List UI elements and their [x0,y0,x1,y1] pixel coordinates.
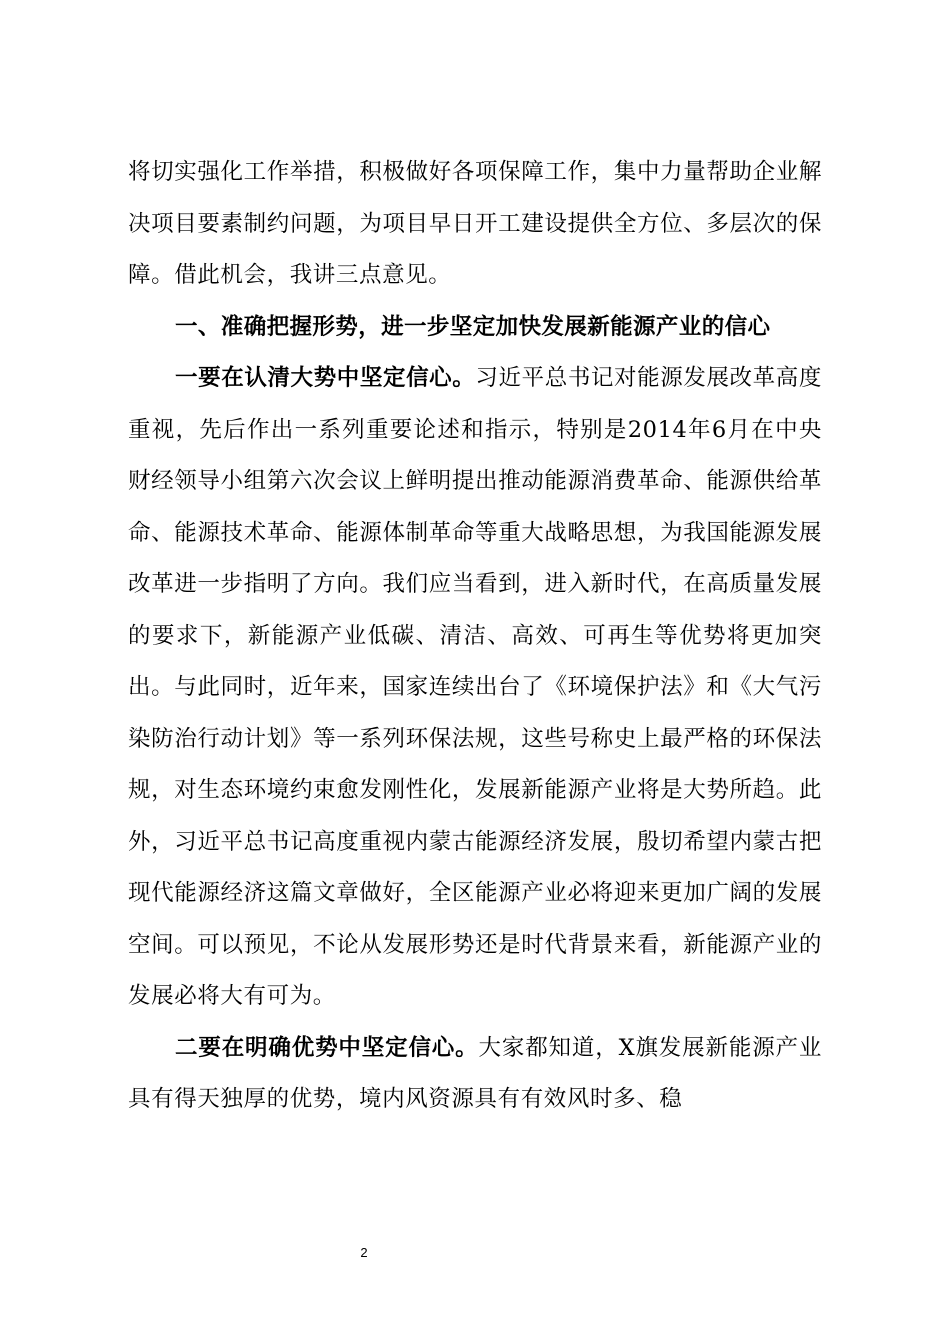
page-number: 2 [360,1245,368,1260]
paragraph-text: 将切实强化工作举措，积极做好各项保障工作，集中力量帮助企业解决项目要素制约问题，为项目早日开工建设提供全方位、多层次的保障。借此机会，我讲三点意见。 [128,159,822,288]
paragraph-text: 习近平总书记对能源发展改革高度重视，先后作出一系列重要论述和指示，特别是2014年6月在中央财经领导小组第六次会议上鲜明提出推动能源消费革命、能源供给革命、能源技术革命、能源体制革命等重大战略思想，为我国能源发展改革进一步指明了方向。我们应当看到，进入新时代，在高质量发展的要求下，新能源产业低碳、清洁、高效、可再生等优势将更加突出。与此同时，近年来，国家连续出台了《环境保护法》和《大气污染防治行动计划》等一系列环保法规，这些号称史上最严格的环保法规，对生态环境约束愈发刚性化，发展新能源产业将是大势所趋。此外，习近平总书记高度重视内蒙古能源经济发展，殷切希望内蒙古把现代能源经济这篇文章做好，全区能源产业必将迎来更加广阔的发展空间。可以预见，不论从发展形势还是时代背景来看，新能源产业的发展必将大有可为。 [128,365,822,1009]
paragraph-continuation [128,147,822,302]
paragraph-text: 大家都知道，X旗发展新能源产业具有得天独厚的优势，境内风资源具有有效风时多、稳 [128,1034,822,1112]
paragraph-lead: 一要在认清大势中坚定信心。 [175,365,476,391]
paragraph-lead: 二要在明确优势中坚定信心。 [175,1034,479,1061]
section-heading: 一、准确把握形势，进一步坚定加快发展新能源产业的信心 [175,313,771,340]
document-body [128,147,822,1126]
paragraph-first-point [128,353,822,1023]
paragraph-second-point [128,1023,822,1126]
